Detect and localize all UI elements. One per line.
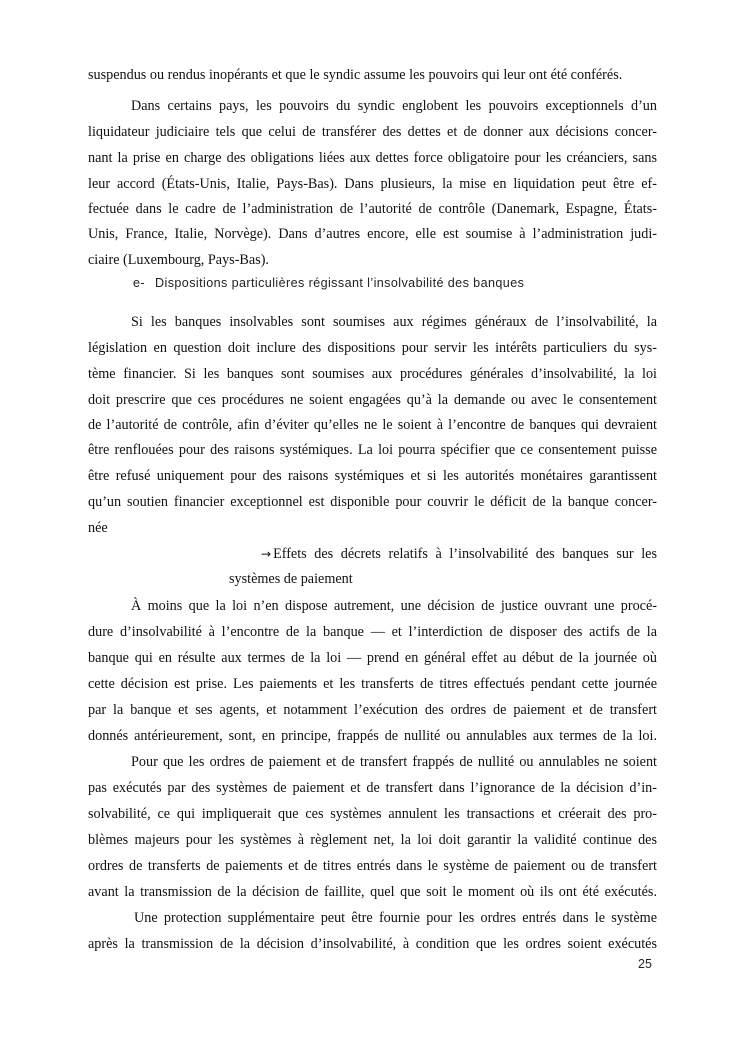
text-line: doit prescrire que ces procédures ne soient engagées qu’à la demande ou avec le consentement [88, 392, 657, 408]
text-line: Si les banques insolvables sont soumises aux régimes généraux de l’insolvabilité, la [131, 314, 657, 330]
section-heading-label: e- [133, 276, 145, 290]
text-line: après la transmission de la décision d’insolvabilité, à condition que les ordres soient exécutés [88, 936, 657, 952]
text-line: suspendus ou rendus inopérants et que le syndic assume les pouvoirs qui leur ont été conférés. [88, 67, 623, 83]
text-line: de l’autorité de contrôle, afin d’éviter qu’elles ne le soient à l’encontre de banques qui devraient [88, 417, 657, 433]
text-line: cette décision est prise. Les paiements et les transferts de titres effectués pendant cette journée [88, 676, 657, 692]
text-line: Une protection supplémentaire peut être fournie pour les ordres entrés dans le système [134, 910, 657, 926]
text-line: être refusé uniquement pour des raisons systémiques et si les autorités monétaires garantissent [88, 468, 657, 484]
text-line: banque qui en résulte aux termes de la loi — prend en général effet au début de la journée où [88, 650, 657, 666]
text-line: Dans certains pays, les pouvoirs du syndic englobent les pouvoirs exceptionnels d’un [131, 98, 657, 114]
subheading-line-1 [261, 546, 657, 563]
section-heading-text: Dispositions particulières régissant l’insolvabilité des banques [155, 276, 525, 290]
page-number: 25 [638, 957, 652, 971]
text-line: être renflouées pour des raisons systémiques. La loi pourra spécifier que ce consentement puisse [88, 442, 657, 458]
text-line: législation en question doit inclure des dispositions pour servir les intérêts particuliers du sys- [88, 340, 657, 356]
subheading-line-2: systèmes de paiement [229, 571, 353, 587]
section-heading [133, 276, 524, 290]
right-arrow-icon: → [261, 547, 272, 561]
text-line: liquidateur judiciaire tels que celui de transférer des dettes et de donner aux décisions concer- [88, 124, 657, 140]
text-line: À moins que la loi n’en dispose autrement, une décision de justice ouvrant une procé- [131, 598, 657, 614]
text-line: ciaire (Luxembourg, Pays-Bas). [88, 252, 269, 268]
text-line: tème financier. Si les banques sont soumises aux procédures générales d’insolvabilité, la loi [88, 366, 657, 382]
text-line: dure d’insolvabilité à l’encontre de la banque — et l’interdiction de disposer des actifs de la [88, 624, 657, 640]
text-line: leur accord (États-Unis, Italie, Pays-Bas). Dans plusieurs, la mise en liquidation peut être ef- [88, 176, 657, 192]
text-line: donnés antérieurement, sont, en principe, frappés de nullité ou annulables aux termes de la loi. [88, 728, 657, 744]
text-line: Pour que les ordres de paiement et de transfert frappés de nullité ou annulables ne soient [131, 754, 657, 770]
text-line: nant la prise en charge des obligations liées aux dettes force obligatoire pour les créanciers, sans [88, 150, 657, 166]
text-line: qu’un soutien financier exceptionnel est disponible pour couvrir le déficit de la banque concer- [88, 494, 657, 510]
text-line: pas exécutés par des systèmes de paiement et de transfert dans l’ignorance de la décision d’in- [88, 780, 657, 796]
text-line: née [88, 520, 108, 536]
text-line: par la banque et ses agents, et notamment l’exécution des ordres de paiement et de transfert [88, 702, 657, 718]
text-line: ordres de transferts de paiements et de titres entrés dans le système de paiement ou de transfert [88, 858, 657, 874]
text-line: solvabilité, ce qui impliquerait que ces systèmes annulent les transactions et créerait des pro- [88, 806, 657, 822]
text-line: Unis, France, Italie, Norvège). Dans d’autres encore, elle est soumise à l’administration judi- [88, 226, 657, 242]
text-line: avant la transmission de la décision de faillite, quel que soit le moment où ils ont été exécutés. [88, 884, 657, 900]
subheading-text: Effets des décrets relatifs à l’insolvabilité des banques sur les [273, 546, 657, 562]
text-line: blèmes majeurs pour les systèmes à règlement net, la loi doit garantir la validité continue des [88, 832, 657, 848]
text-line: fectuée dans le cadre de l’administration de l’autorité de contrôle (Danemark, Espagne, États- [88, 201, 657, 217]
